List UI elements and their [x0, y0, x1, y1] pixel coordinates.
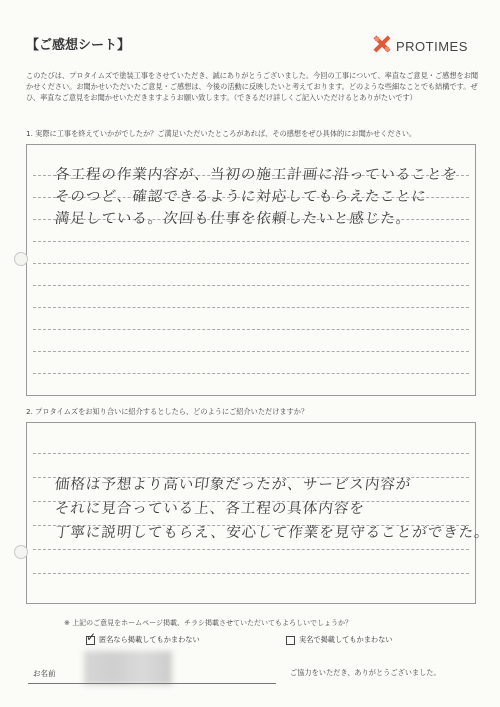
question-1: 1. 実際に工事を終えていかがでしたか？ご満足いただいたところがあれば、その感想をぜひ具体的にお聞かせください。	[26, 129, 417, 138]
brand-name: PROTIMES	[396, 38, 468, 54]
name-label: お名前	[33, 669, 56, 678]
ruled-line	[33, 373, 469, 374]
binder-hole	[14, 252, 28, 266]
consent-note: ※ 上記のご意見をホームページ掲載、チラシ掲載させていただいてもよろしいでしょうか？	[64, 619, 352, 627]
brand-logo	[372, 34, 468, 58]
question-2: 2. プロタイムズをお知り合いに紹介するとしたら、どのようにご紹介いただけますか？	[26, 407, 309, 416]
ruled-line	[33, 351, 469, 352]
option-anonymous-label: 匿名なら掲載してもかまわない	[99, 635, 200, 644]
option-realname-label: 実名で掲載してもかまわない	[299, 635, 393, 644]
ruled-line	[33, 263, 469, 264]
option-anonymous[interactable]	[86, 629, 200, 645]
handwritten-line: それに見合っている上、各工程の具体内容を	[54, 501, 366, 517]
binder-hole	[14, 545, 28, 559]
check-icon: ✓	[86, 629, 97, 644]
handwritten-line: 満足している。次回も仕事を依頼したいと感じた。	[54, 211, 413, 227]
ruled-line	[33, 329, 469, 330]
name-underline	[28, 683, 276, 684]
ruled-line	[33, 549, 469, 550]
handwritten-line: 丁寧に説明してもらえ、安心して作業を見守ることができた。	[54, 525, 491, 541]
realname-checkbox[interactable]	[286, 636, 295, 645]
ruled-line	[33, 241, 469, 242]
ruled-line	[33, 307, 469, 308]
handwritten-line: そのつど、確認できるように対応してもらえたことに	[54, 189, 428, 205]
option-realname[interactable]	[286, 635, 392, 645]
handwritten-line: 各工程の作業内容が、当初の施工計画に沿っていることを	[54, 167, 459, 183]
anonymous-checkbox[interactable]	[86, 629, 97, 645]
answer-box-2	[26, 422, 491, 604]
handwritten-line: 価格は予想より高い印象だったが、サービス内容が	[54, 477, 413, 493]
intro-paragraph: このたびは、プロタイムズで塗装工事をさせていただき、誠にありがとうございました。今回の工事について、率直なご意見・ご感想をお聞かせください。お聞かせいただいたご意見・ご感想は、今後の活動に反映したいと考えております。どのような些細なことでも結構です。ぜひ、率直なご意見をお聞かせいただきますようお願い致します。（できるだけ詳しくご記入いただけるとありがたいです）	[26, 71, 479, 102]
ruled-line	[33, 453, 469, 454]
answer-box-1	[26, 144, 476, 396]
ruled-line	[33, 573, 469, 574]
protimes-logo-icon	[372, 34, 392, 58]
header-title: 【ご感想シート】	[26, 38, 131, 53]
redacted-name	[84, 651, 172, 685]
ruled-line	[33, 285, 469, 286]
thanks-message: ご協力をいただき、ありがとうございました。	[290, 668, 441, 677]
